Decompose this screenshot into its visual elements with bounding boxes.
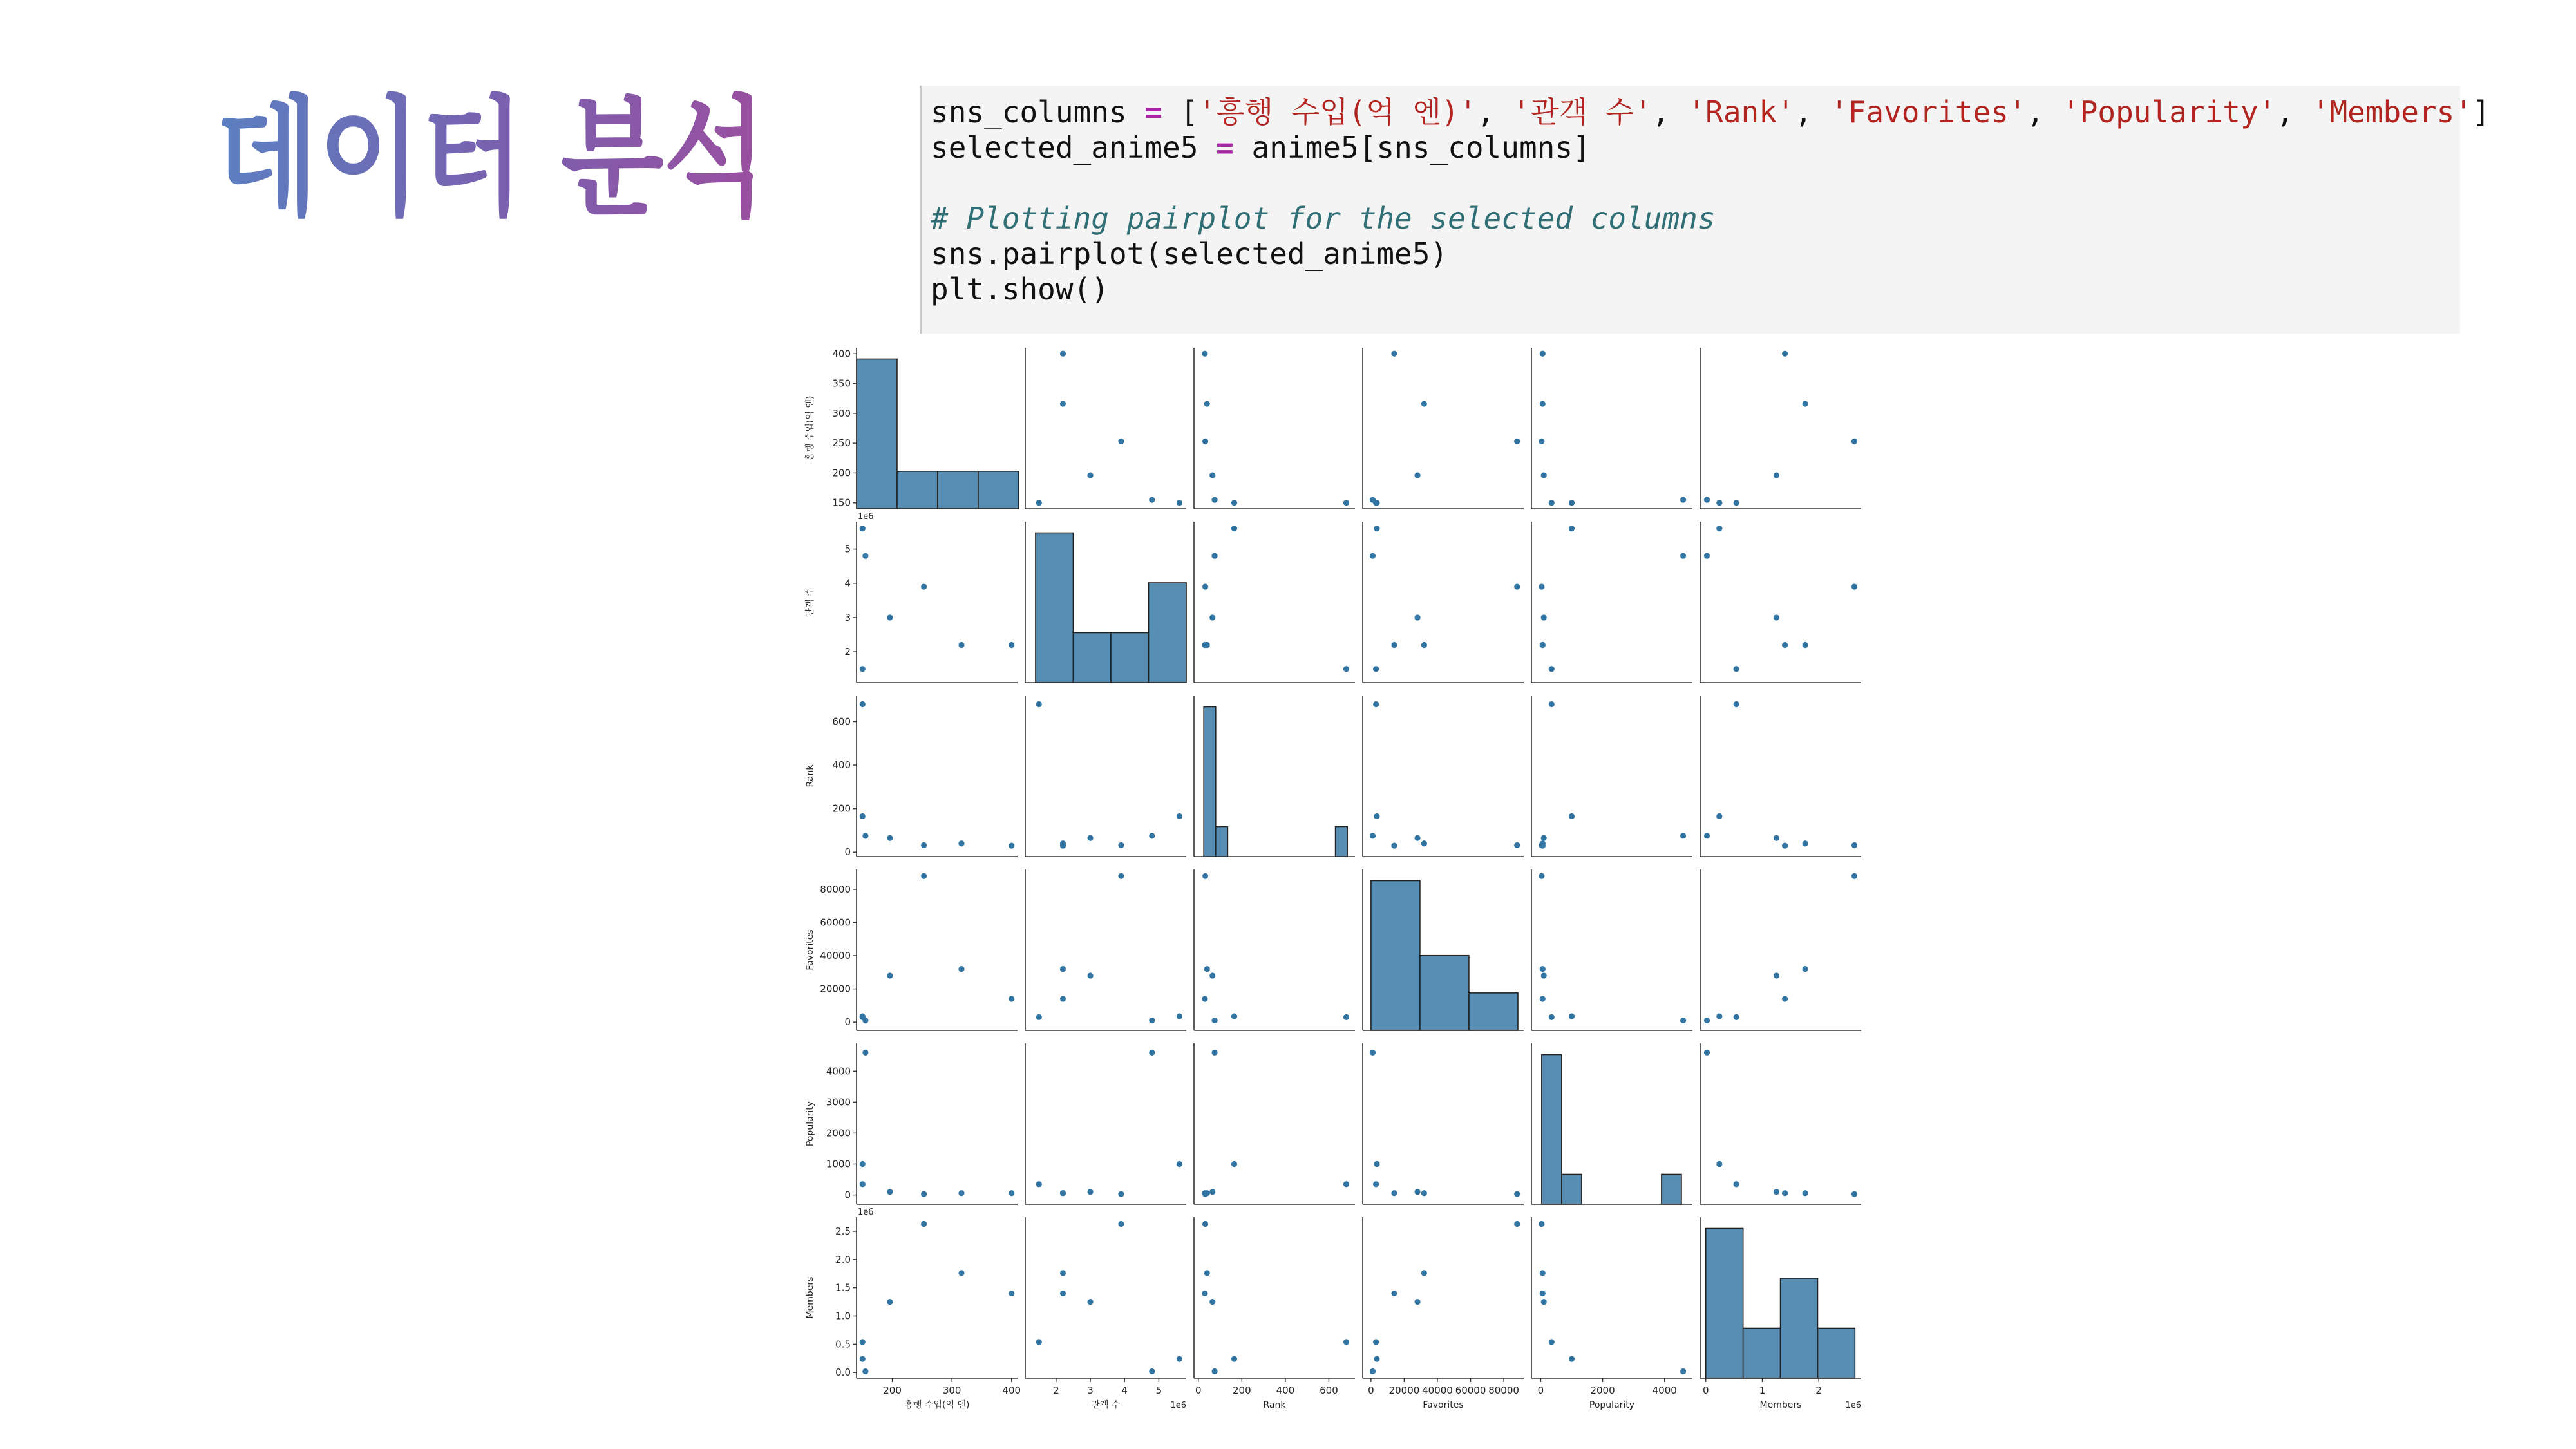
- y-tick-label: 0: [844, 1189, 851, 1201]
- scatter-point: [1087, 473, 1093, 478]
- x-tick-label: 0: [1368, 1385, 1374, 1396]
- code-comment: # Plotting pairplot for the selected columns: [931, 201, 1716, 236]
- page-title-text: 데이터 분석: [216, 84, 766, 234]
- scatter-point: [1421, 401, 1427, 406]
- x-axis-label: 관객 수: [1091, 1400, 1121, 1410]
- y-tick-label: 2.0: [835, 1253, 851, 1265]
- scatter-point: [1704, 833, 1710, 838]
- scatter-point: [921, 1221, 927, 1227]
- x-tick-label: 2: [1815, 1385, 1822, 1396]
- scatter-point: [1414, 1189, 1420, 1195]
- x-tick-label: 0: [1195, 1385, 1202, 1396]
- scatter-point: [1211, 1018, 1217, 1023]
- scatter-point: [1539, 1221, 1544, 1227]
- scatter-point: [887, 972, 893, 978]
- scatter-point: [1391, 1291, 1397, 1296]
- scatter-point: [1009, 996, 1014, 1001]
- scatter-point: [1569, 526, 1575, 531]
- hist-bar: [1706, 1229, 1743, 1379]
- scatter-point: [1774, 614, 1779, 620]
- scatter-point: [1852, 1191, 1857, 1197]
- scatter-point: [1343, 500, 1349, 506]
- scatter-point: [1782, 843, 1788, 849]
- scatter-point: [1211, 497, 1217, 503]
- x-tick-label: 2000: [1590, 1385, 1615, 1396]
- scatter-point: [1370, 833, 1376, 838]
- scatter-point: [1421, 840, 1427, 846]
- y-tick-label: 0: [844, 1016, 851, 1028]
- scatter-point: [1060, 840, 1066, 846]
- y-tick-label: 2.5: [835, 1225, 851, 1237]
- scatter-point: [1803, 840, 1808, 846]
- scatter-point: [1734, 701, 1739, 707]
- y-tick-label: 0.0: [835, 1367, 851, 1379]
- scatter-point: [1680, 497, 1686, 503]
- scatter-point: [1540, 642, 1546, 648]
- scatter-point: [860, 526, 866, 531]
- scatter-point: [1421, 642, 1427, 648]
- scatter-point: [1036, 500, 1042, 506]
- x-tick-label: 600: [1320, 1385, 1338, 1396]
- y-tick-label: 300: [832, 407, 851, 419]
- x-tick-label: 400: [1276, 1385, 1295, 1396]
- scatter-point: [1541, 614, 1547, 620]
- scatter-point: [1373, 666, 1379, 672]
- x-tick-label: 0: [1537, 1385, 1544, 1396]
- hist-bar: [1073, 633, 1111, 683]
- scatter-point: [1373, 1181, 1379, 1187]
- scatter-point: [1060, 1270, 1066, 1276]
- y-tick-label: 60000: [820, 916, 851, 929]
- y-axis-label: Rank: [805, 764, 815, 788]
- scatter-point: [1343, 1014, 1349, 1020]
- hist-bar: [857, 359, 897, 509]
- scatter-point: [1202, 873, 1208, 879]
- scatter-point: [1060, 351, 1066, 357]
- scatter-point: [1343, 666, 1349, 672]
- scatter-point: [1539, 842, 1544, 848]
- x-tick-label: 80000: [1488, 1385, 1519, 1396]
- scatter-point: [1211, 1368, 1217, 1374]
- x-tick-label: 200: [883, 1385, 902, 1396]
- scatter-point: [958, 642, 964, 648]
- hist-bar: [1817, 1329, 1855, 1379]
- scatter-point: [1514, 842, 1520, 848]
- scatter-point: [1539, 873, 1544, 879]
- scatter-point: [1202, 583, 1208, 589]
- scatter-point: [1716, 526, 1722, 531]
- scatter-point: [1734, 666, 1739, 672]
- scatter-point: [1803, 642, 1808, 648]
- scatter-point: [1036, 701, 1042, 707]
- scatter-point: [1370, 1050, 1376, 1056]
- scatter-point: [1009, 843, 1014, 849]
- scatter-point: [1391, 351, 1397, 357]
- scatter-point: [1209, 972, 1215, 978]
- hist-bar: [1204, 707, 1216, 857]
- scatter-point: [921, 1191, 927, 1197]
- scatter-point: [1374, 1356, 1379, 1362]
- scatter-point: [1009, 642, 1014, 648]
- x-tick-label: 3: [1087, 1385, 1094, 1396]
- y-tick-label: 40000: [820, 950, 851, 962]
- y-axis-label: Members: [805, 1276, 815, 1319]
- x-tick-label: 20000: [1388, 1385, 1420, 1396]
- scatter-point: [1087, 1189, 1093, 1195]
- scatter-point: [1734, 1181, 1739, 1187]
- scatter-point: [1118, 1191, 1124, 1197]
- code-line-4: sns.pairplot(selected_anime5): [931, 236, 1448, 271]
- scatter-point: [1716, 1013, 1722, 1019]
- scatter-point: [1060, 1190, 1066, 1196]
- scatter-point: [1549, 701, 1555, 707]
- scatter-point: [1514, 439, 1520, 444]
- scatter-point: [1514, 1221, 1520, 1227]
- x-axis-label: Rank: [1263, 1400, 1286, 1410]
- scatter-point: [1734, 1014, 1739, 1020]
- y-tick-label: 400: [832, 348, 851, 360]
- scatter-point: [1149, 833, 1155, 838]
- scatter-point: [1852, 583, 1857, 589]
- x-tick-label: 2: [1053, 1385, 1059, 1396]
- x-tick-label: 1: [1759, 1385, 1766, 1396]
- hist-bar: [1371, 881, 1420, 1031]
- scatter-point: [1414, 614, 1420, 620]
- scatter-point: [1421, 1190, 1427, 1196]
- scatter-point: [1680, 553, 1686, 559]
- scatter-point: [1541, 1299, 1547, 1305]
- scatter-point: [1549, 500, 1555, 506]
- scatter-point: [887, 835, 893, 841]
- scatter-point: [1343, 1339, 1349, 1345]
- y-axis-label: Favorites: [805, 929, 815, 971]
- y-tick-label: 200: [832, 467, 851, 479]
- y-tick-label: 150: [832, 497, 851, 509]
- x-tick-label: 4: [1121, 1385, 1128, 1396]
- scatter-point: [1202, 1221, 1208, 1227]
- y-axis-label: 흥행 수입(억 엔): [805, 395, 815, 461]
- scatter-point: [1373, 1339, 1379, 1345]
- scatter-point: [1374, 526, 1379, 531]
- scatter-point: [1202, 996, 1208, 1001]
- scatter-point: [860, 813, 866, 819]
- scatter-point: [1704, 553, 1710, 559]
- hist-bar: [1216, 827, 1228, 857]
- scatter-point: [1716, 500, 1722, 506]
- x-tick-label: 200: [1233, 1385, 1251, 1396]
- scatter-point: [1209, 1299, 1215, 1305]
- scatter-point: [1177, 1013, 1182, 1019]
- scatter-point: [1540, 966, 1546, 972]
- scatter-point: [1514, 583, 1520, 589]
- scatter-point: [1539, 583, 1544, 589]
- x-axis-label: Favorites: [1423, 1400, 1464, 1410]
- x-tick-label: 5: [1155, 1385, 1162, 1396]
- y-tick-label: 350: [832, 377, 851, 390]
- scatter-point: [1177, 813, 1182, 819]
- y-tick-label: 4000: [826, 1065, 851, 1077]
- scatter-point: [1231, 1356, 1237, 1362]
- x-tick-label: 400: [1002, 1385, 1021, 1396]
- scatter-point: [1774, 972, 1779, 978]
- hist-bar: [1036, 533, 1074, 683]
- page-title: [216, 84, 795, 232]
- scatter-point: [921, 873, 927, 879]
- scatter-point: [1118, 842, 1124, 848]
- code-block: [931, 95, 2490, 307]
- scatter-point: [1541, 473, 1547, 478]
- scatter-point: [921, 842, 927, 848]
- scatter-point: [860, 701, 866, 707]
- scatter-point: [1414, 473, 1420, 478]
- scatter-point: [860, 1339, 866, 1345]
- hist-bar: [1111, 633, 1149, 683]
- scatter-point: [1391, 642, 1397, 648]
- scatter-point: [921, 583, 927, 589]
- y-tick-label: 0.5: [835, 1338, 851, 1350]
- scatter-point: [1704, 1018, 1710, 1023]
- pairplot-chart: [792, 335, 1887, 1430]
- scatter-point: [887, 614, 893, 620]
- hist-bar: [1420, 956, 1469, 1030]
- scatter-point: [1782, 996, 1788, 1001]
- x-tick-label: 300: [942, 1385, 961, 1396]
- code-line-5: plt.show(): [931, 272, 1109, 307]
- x-tick-label: 0: [1702, 1385, 1709, 1396]
- hist-bar: [978, 471, 1019, 509]
- scatter-point: [1539, 439, 1544, 444]
- scatter-point: [1370, 1368, 1376, 1374]
- scatter-point: [958, 966, 964, 972]
- scatter-point: [1569, 813, 1575, 819]
- hist-bar: [1336, 827, 1348, 857]
- y-tick-label: 1000: [826, 1158, 851, 1170]
- hist-bar: [1743, 1329, 1781, 1379]
- scatter-point: [1209, 473, 1215, 478]
- scatter-point: [1149, 1050, 1155, 1056]
- scatter-point: [1087, 1299, 1093, 1305]
- scatter-point: [1782, 642, 1788, 648]
- scatter-point: [1569, 1013, 1575, 1019]
- scatter-point: [1087, 835, 1093, 841]
- scatter-point: [1177, 1356, 1182, 1362]
- scatter-point: [958, 1190, 964, 1196]
- y-tick-label: 5: [844, 543, 851, 555]
- y-tick-label: 600: [832, 715, 851, 728]
- y-scale-label: 1e6: [858, 1208, 874, 1217]
- scatter-point: [862, 1368, 868, 1374]
- scatter-point: [1202, 351, 1208, 357]
- scatter-point: [1343, 1181, 1349, 1187]
- scatter-point: [1704, 497, 1710, 503]
- y-tick-label: 1.0: [835, 1310, 851, 1322]
- scatter-point: [1852, 842, 1857, 848]
- x-axis-label: Popularity: [1589, 1400, 1635, 1410]
- scatter-point: [1514, 1191, 1520, 1197]
- scatter-point: [1704, 1050, 1710, 1056]
- code-cell[interactable]: [920, 86, 2490, 334]
- scatter-point: [1852, 873, 1857, 879]
- scatter-point: [1060, 1291, 1066, 1296]
- x-tick-label: 60000: [1455, 1385, 1486, 1396]
- y-tick-label: 1.5: [835, 1282, 851, 1294]
- y-tick-label: 400: [832, 759, 851, 772]
- scatter-point: [1036, 1339, 1042, 1345]
- x-scale-label: 1e6: [1170, 1401, 1186, 1410]
- scatter-point: [1036, 1014, 1042, 1020]
- hist-bar: [897, 471, 938, 509]
- scatter-point: [1204, 401, 1210, 406]
- y-tick-label: 2000: [826, 1127, 851, 1139]
- scatter-point: [1202, 439, 1208, 444]
- scatter-point: [1782, 1190, 1788, 1196]
- hist-bar: [1542, 1055, 1562, 1205]
- scatter-point: [1774, 473, 1779, 478]
- scatter-point: [1803, 1190, 1808, 1196]
- scatter-point: [1716, 1161, 1722, 1167]
- scatter-point: [1421, 1270, 1427, 1276]
- scatter-point: [1211, 553, 1217, 559]
- scatter-point: [1177, 1161, 1182, 1167]
- scatter-point: [1852, 439, 1857, 444]
- scatter-point: [1734, 500, 1739, 506]
- scatter-point: [1118, 873, 1124, 879]
- scatter-point: [1231, 500, 1237, 506]
- scatter-point: [1202, 1191, 1208, 1197]
- y-scale-label: 1e6: [858, 512, 874, 522]
- scatter-point: [1540, 996, 1546, 1001]
- scatter-point: [1009, 1291, 1014, 1296]
- scatter-point: [1716, 813, 1722, 819]
- scatter-point: [1414, 835, 1420, 841]
- scatter-point: [1370, 553, 1376, 559]
- y-tick-label: 3000: [826, 1096, 851, 1108]
- scatter-point: [1204, 1270, 1210, 1276]
- scatter-point: [1549, 666, 1555, 672]
- x-tick-label: 40000: [1422, 1385, 1453, 1396]
- scatter-point: [1118, 1221, 1124, 1227]
- scatter-point: [1231, 1013, 1237, 1019]
- x-axis-label: 흥행 수입(억 엔): [904, 1400, 970, 1410]
- scatter-point: [1540, 1291, 1546, 1296]
- scatter-point: [958, 1270, 964, 1276]
- y-axis-label: Popularity: [805, 1101, 815, 1147]
- scatter-point: [1774, 1189, 1779, 1195]
- hist-bar: [1148, 583, 1186, 683]
- scatter-point: [1209, 1189, 1215, 1195]
- scatter-point: [1391, 1190, 1397, 1196]
- scatter-point: [862, 833, 868, 838]
- scatter-point: [1202, 1291, 1208, 1296]
- scatter-point: [1540, 401, 1546, 406]
- scatter-point: [860, 1161, 866, 1167]
- hist-bar: [1662, 1175, 1681, 1205]
- scatter-point: [1680, 833, 1686, 838]
- scatter-point: [1549, 1014, 1555, 1020]
- scatter-point: [860, 1014, 866, 1020]
- scatter-point: [860, 666, 866, 672]
- scatter-point: [1391, 843, 1397, 849]
- scatter-point: [1569, 1356, 1575, 1362]
- scatter-point: [1209, 614, 1215, 620]
- scatter-point: [1540, 1270, 1546, 1276]
- scatter-point: [1803, 966, 1808, 972]
- scatter-point: [1231, 1161, 1237, 1167]
- scatter-point: [1231, 526, 1237, 531]
- scatter-point: [1118, 439, 1124, 444]
- scatter-point: [1177, 500, 1182, 506]
- hist-bar: [938, 471, 978, 509]
- scatter-point: [1036, 1181, 1042, 1187]
- scatter-point: [1087, 972, 1093, 978]
- scatter-point: [1211, 1050, 1217, 1056]
- scatter-point: [860, 1356, 866, 1362]
- y-tick-label: 2: [844, 646, 851, 658]
- scatter-point: [1414, 1299, 1420, 1305]
- scatter-point: [1149, 1018, 1155, 1023]
- scatter-point: [958, 840, 964, 846]
- x-tick-label: 4000: [1652, 1385, 1677, 1396]
- scatter-point: [862, 553, 868, 559]
- y-tick-label: 4: [844, 577, 851, 589]
- scatter-point: [1009, 1190, 1014, 1196]
- y-tick-label: 3: [844, 611, 851, 623]
- y-tick-label: 0: [844, 846, 851, 858]
- scatter-point: [1204, 966, 1210, 972]
- code-line-2: selected_anime5 = anime5[sns_columns]: [931, 130, 1591, 165]
- scatter-point: [1540, 351, 1546, 357]
- scatter-point: [1803, 401, 1808, 406]
- scatter-point: [1541, 972, 1547, 978]
- y-tick-label: 20000: [820, 983, 851, 995]
- y-axis-label: 관객 수: [805, 587, 815, 617]
- scatter-point: [1374, 813, 1379, 819]
- y-tick-label: 80000: [820, 883, 851, 895]
- scatter-point: [887, 1189, 893, 1195]
- y-tick-label: 200: [832, 802, 851, 815]
- scatter-point: [1149, 497, 1155, 503]
- hist-bar: [1469, 993, 1518, 1030]
- scatter-point: [1204, 642, 1210, 648]
- scatter-point: [1373, 500, 1379, 506]
- code-line-1: sns_columns = ['흥행 수입(억 엔)', '관객 수', 'Rank', 'Favorites', 'Popularity', 'Members']: [931, 95, 2490, 129]
- scatter-point: [1549, 1339, 1555, 1345]
- scatter-point: [860, 1181, 866, 1187]
- scatter-point: [1680, 1018, 1686, 1023]
- hist-bar: [1562, 1175, 1582, 1205]
- scatter-point: [1374, 1161, 1379, 1167]
- scatter-point: [1373, 701, 1379, 707]
- scatter-point: [887, 1299, 893, 1305]
- scatter-point: [1774, 835, 1779, 841]
- x-scale-label: 1e6: [1845, 1401, 1861, 1410]
- scatter-point: [1782, 351, 1788, 357]
- scatter-point: [1541, 835, 1547, 841]
- scatter-point: [1060, 996, 1066, 1001]
- scatter-point: [1060, 966, 1066, 972]
- scatter-point: [1680, 1368, 1686, 1374]
- scatter-point: [1569, 500, 1575, 506]
- hist-bar: [1781, 1278, 1818, 1378]
- scatter-point: [1060, 401, 1066, 406]
- y-tick-label: 250: [832, 437, 851, 450]
- scatter-point: [862, 1050, 868, 1056]
- x-axis-label: Members: [1759, 1400, 1802, 1410]
- scatter-point: [1149, 1368, 1155, 1374]
